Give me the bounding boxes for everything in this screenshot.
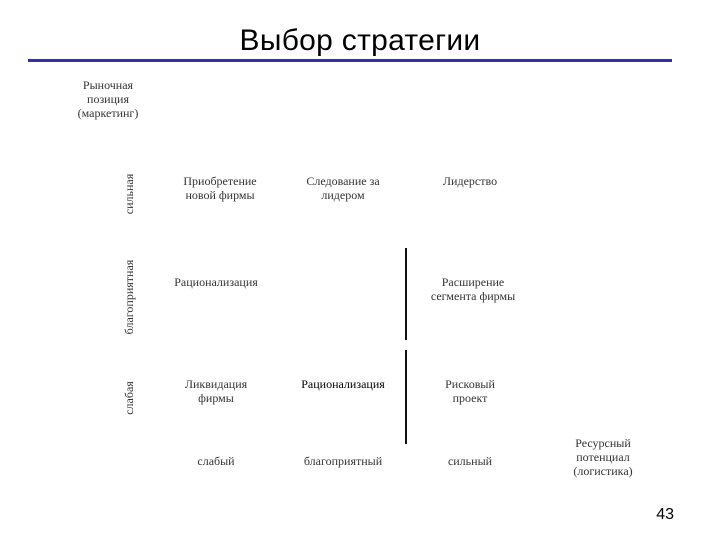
page-number: 43 [656,506,674,523]
cell-acquire-new-firm: Приобретение новой фирмы [183,174,257,202]
col-label-strong: сильный [447,454,493,468]
page-title: Выбор стратегии [239,24,481,57]
row-label-weak: слабая [122,381,136,415]
cell-rationalization-bottom: Рационализация [301,377,385,391]
y-axis-title: Рыночная позиция (маркетинг) [77,78,139,120]
row-label-strong: сильная [122,173,136,215]
cell-rationalization-top: Рационализация [174,275,258,289]
col-label-weak: слабый [197,454,235,468]
cell-liquidation: Ликвидация фирмы [184,377,248,405]
cell-leadership: Лидерство [442,174,498,188]
divider-line-lower [405,350,407,444]
cell-segment-expansion: Расширение сегмента фирмы [430,275,516,303]
col-label-favorable: благоприятный [303,454,383,468]
cell-follow-leader: Следование за лидером [306,174,380,202]
x-axis-title: Ресурсный потенциал (логистика) [573,436,633,478]
row-label-favorable: благоприятная [122,259,136,335]
title-underline [28,59,672,62]
divider-line-upper [405,248,407,340]
cell-risky-project: Рисковый проект [445,377,495,405]
